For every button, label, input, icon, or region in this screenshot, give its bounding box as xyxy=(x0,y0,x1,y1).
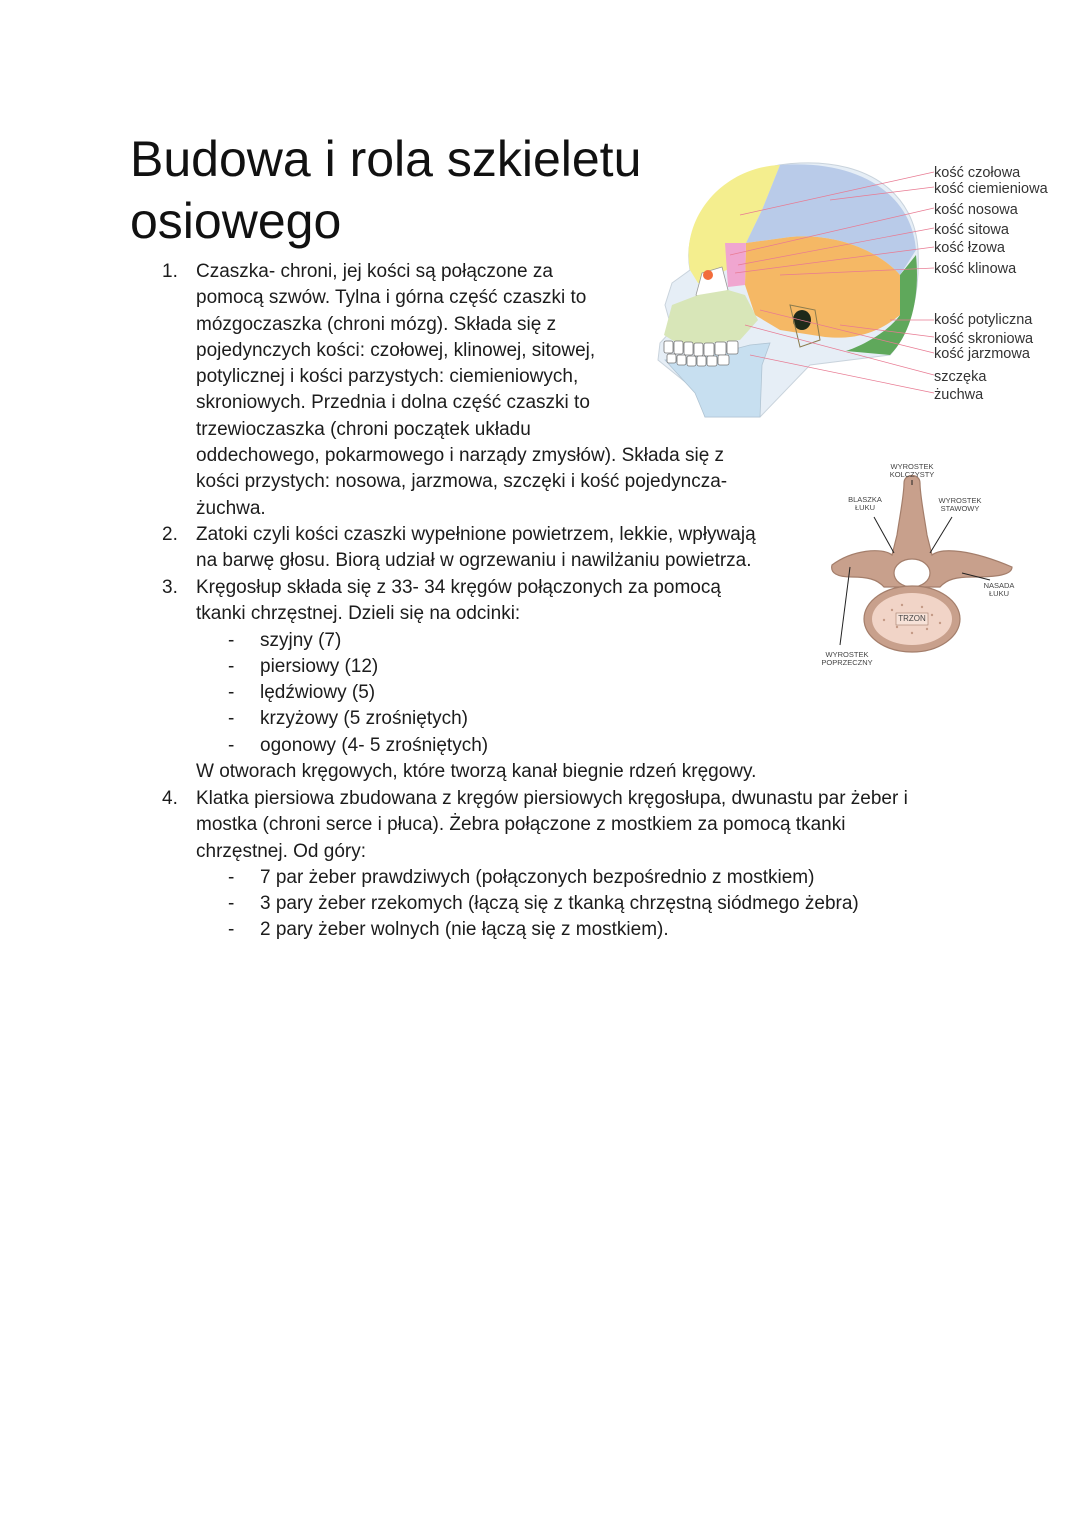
label-articular-process: WYROSTEK STAWOWY xyxy=(938,496,982,513)
sub-item xyxy=(162,733,962,759)
sub-item-text: 7 par żeber prawdziwych (połączonych bezpośrednio z mostkiem) xyxy=(260,866,815,888)
dash: - xyxy=(228,919,235,941)
text-line: mostka (chroni serce i płuca). Żebra połączone z mostkiem za pomocą tkanki xyxy=(196,814,846,836)
sub-item xyxy=(162,628,962,654)
sub-item-text: 3 pary żeber rzekomych (łączą się z tkanką chrzęstną siódmego żebra) xyxy=(260,893,859,915)
label-lamina: BLASZKA ŁUKU xyxy=(848,495,882,512)
title-line-2: osiowego xyxy=(130,193,342,249)
sub-item-text: lędźwiowy (5) xyxy=(260,682,376,704)
label-occipital: kość potyliczna xyxy=(934,312,1033,328)
item-number: 3. xyxy=(162,577,178,598)
dash: - xyxy=(228,734,235,756)
sub-item xyxy=(162,891,962,917)
sub-item xyxy=(162,654,962,680)
text-line: mózgoczaszka (chroni mózg). Składa się z xyxy=(196,313,557,335)
label-parietal: kość ciemieniowa xyxy=(934,181,1048,197)
title-line-1: Budowa i rola szkieletu xyxy=(130,131,642,187)
label-vertebral-body: TRZON xyxy=(898,614,926,623)
sub-item xyxy=(162,865,962,891)
text-line: chrzęstnej. Od góry: xyxy=(196,840,367,862)
sub-item-text: ogonowy (4- 5 zrośniętych) xyxy=(260,734,489,756)
dash: - xyxy=(228,893,235,915)
text-line: Zatoki czyli kości czaszki wypełnione powietrzem, lekkie, wpływają xyxy=(196,524,756,545)
text-line: pomocą szwów. Tylna i górna część czaszki to xyxy=(196,287,587,309)
text-line: tkanki chrzęstnej. Dzieli się na odcinki: xyxy=(196,603,521,625)
text-line: Kręgosłup składa się z 33- 34 kręgów połączonych za pomocą xyxy=(196,577,721,598)
text-line: Czaszka- chroni, jej kości są połączone za xyxy=(196,261,553,282)
label-zygomatic: kość jarzmowa xyxy=(934,346,1030,362)
item-number: 4. xyxy=(162,788,178,809)
dash: - xyxy=(228,708,235,730)
label-maxilla: szczęka xyxy=(934,369,987,385)
sub-item xyxy=(162,706,962,732)
label-sphenoid: kość klinowa xyxy=(934,261,1017,277)
text-line: pojedynczych kości: czołowej, klinowej, sitowej, xyxy=(196,339,596,361)
sub-item-text: szyjny (7) xyxy=(260,629,342,651)
dash: - xyxy=(228,682,235,704)
label-spinous-process: WYROSTEK KOLCZYSTY xyxy=(889,462,935,479)
list-item-2 xyxy=(162,522,962,575)
sub-item-text: 2 pary żeber wolnych (nie łączą się z mostkiem). xyxy=(260,919,669,941)
page-title xyxy=(130,128,690,252)
text-line: na barwę głosu. Biorą udział w ogrzewaniu i nawilżaniu powietrza. xyxy=(196,550,752,572)
label-nasal: kość nosowa xyxy=(934,202,1018,218)
list-item-1 xyxy=(162,259,962,522)
sub-item xyxy=(162,917,962,943)
label-lacrimal: kość łzowa xyxy=(934,240,1005,256)
item-number: 2. xyxy=(162,524,178,545)
text-line: Klatka piersiowa zbudowana z kręgów piersiowych kręgosłupa, dwunastu par żeber i xyxy=(196,788,908,809)
text-line: żuchwa. xyxy=(196,497,266,519)
text-line: skroniowych. Przednia i dolna część czaszki to xyxy=(196,392,590,414)
text-line: W otworach kręgowych, które tworzą kanał biegnie rdzeń kręgowy. xyxy=(196,761,757,783)
dash: - xyxy=(228,629,235,651)
sub-item xyxy=(162,680,962,706)
label-temporal: kość skroniowa xyxy=(934,331,1034,347)
sub-item-text: piersiowy (12) xyxy=(260,655,379,677)
label-frontal: kość czołowa xyxy=(934,165,1021,181)
label-mandible: żuchwa xyxy=(934,387,984,403)
list-item-3 xyxy=(162,575,962,785)
dash: - xyxy=(228,866,235,888)
label-pedicle: NASADA ŁUKU xyxy=(983,581,1015,598)
text-line: oddechowego, pokarmowego i narządy zmysłów). Składa się z xyxy=(196,445,725,467)
text-line: potylicznej i kości parzystych: ciemieniowych, xyxy=(196,366,579,388)
item-number: 1. xyxy=(162,261,178,282)
text-line: trzewioczaszka (chroni początek układu xyxy=(196,418,531,440)
list-item-4 xyxy=(162,786,962,944)
label-ethmoid: kość sitowa xyxy=(934,222,1009,238)
text-line: kości przystych: nosowa, jarzmowa, szczęki i kość pojedyncza- xyxy=(196,471,728,493)
label-transverse-process: WYROSTEK POPRZECZNY xyxy=(821,650,873,667)
sub-item-text: krzyżowy (5 zrośniętych) xyxy=(260,708,468,730)
dash: - xyxy=(228,655,235,677)
